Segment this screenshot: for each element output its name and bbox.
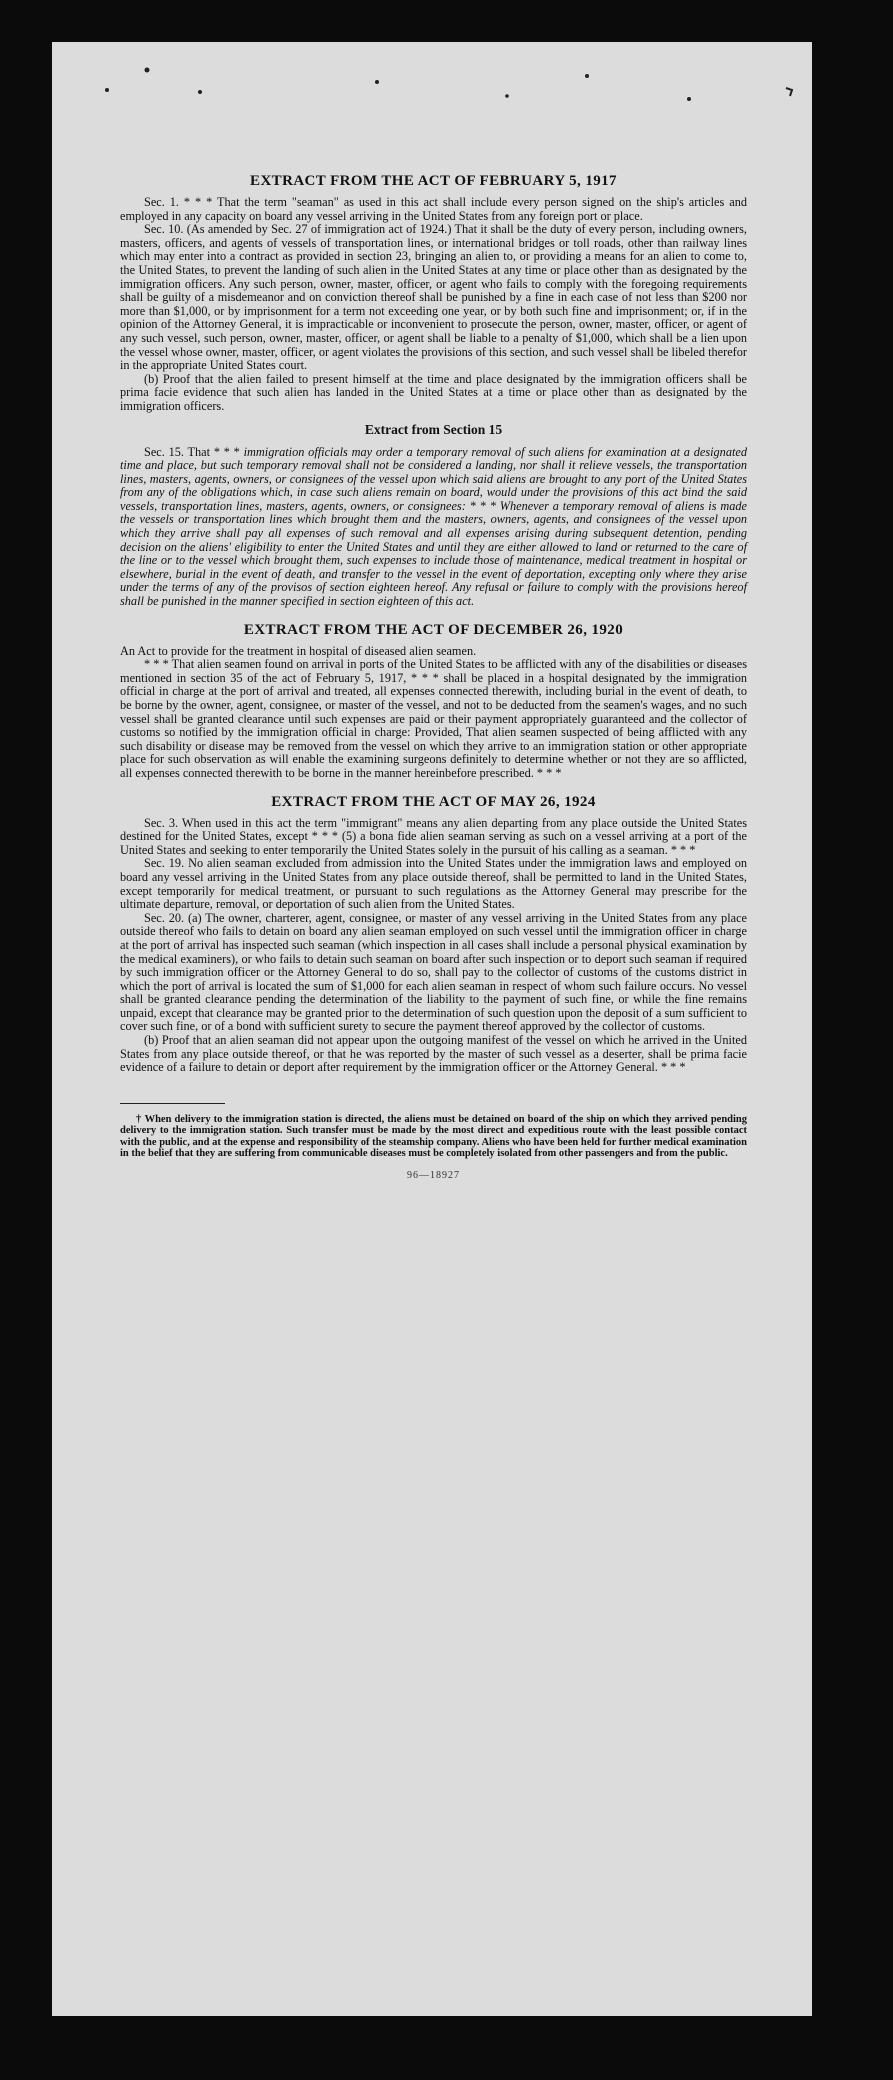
- paragraph-sec-10-b: (b) Proof that the alien failed to present himself at the time and place designated by the immigration officers shall be prima facie evidence that such alien has landed in the United States at a time or place other than as designated by the immigration officers.: [120, 371, 747, 413]
- print-code: 96—18927: [407, 1170, 460, 1182]
- document-page: [52, 42, 812, 2016]
- scan-specks: [52, 42, 812, 122]
- document-text: [120, 172, 747, 1183]
- paragraph-sec-20-b: (b) Proof that an alien seaman did not appear upon the outgoing manifest of the vessel on which he arrived in the United States from any place outside thereof, or that he was reported by the master of such vessel as a deserter, shall be prima facie evidence of a failure to detain or deport after requirement by the immigration officer or the Attorney General. * * *: [120, 1033, 747, 1075]
- heading-act-1924: EXTRACT FROM THE ACT OF MAY 26, 1924: [271, 793, 596, 810]
- paragraph-sec-3: Sec. 3. When used in this act the term "immigrant" means any alien departing from any place outside the United States destined for the United States, except * * * (5) a bona fide alien seaman serving as such on a vessel arriving at a port of the United States and seeking to enter temporarily the United States solely in the pursuit of his calling as a seaman. * * *: [120, 815, 747, 857]
- paragraph-sec-10: Sec. 10. (As amended by Sec. 27 of immigration act of 1924.) That it shall be the duty of every person, including owners, masters, officers, and agents of vessels of transportation lines, or international bridges or toll roads, other than railway lines which may enter into a contract as provided in section 23, bringing an alien to, or providing a means for an alien to come to, the United States, to prevent the landing of such alien in the United States at any time or place other than as designated by the immigration officers. Any such person, owner, master, officer, or agent who fails to comply with the foregoing requirements shall be guilty of a misdemeanor and on conviction thereof shall be punished by a fine in each case of not less than $200 nor more than $1,000, or by imprisonment for a term not exceeding one year, or by both such fine and imprisonment; or, if in the opinion of the Attorney General, it is impracticable or inconvenient to prosecute the person, owner, master, officer, or agent of any such vessel, such person, owner, master, officer, or agent shall be liable to a penalty of $1,000, which shall be a lien upon the vessel whose owner, master, officer, or agent violates the provisions of this section, and such vessel shall be libeled therefor in the appropriate United States court.: [120, 222, 747, 373]
- paragraph-1920-body: * * * That alien seamen found on arrival in ports of the United States to be afflicted with any of the disabilities or diseases mentioned in section 35 of the act of February 5, 1917, * * * shall be placed in a hospital designated by the immigration official in charge at the port of arrival and treated, all expenses connected therewith, including burial in the event of death, to be borne by the owner, agent, consignee, or master of the vessel, and not to be deducted from the seamen's wages, and no such vessel shall be granted clearance until such expenses are paid or their payment appropriately guaranteed and the collector of customs so notified by the immigration official in charge: Provided, That alien seamen suspected of being afflicted with any such disability or disease may be removed from the vessel on which they arrive to an immigration station or other appropriate place for such observation as will enable the examining surgeons definitely to determine whether or not they are so afflicted, all expenses connected therewith to be borne in the manner hereinbefore prescribed. * * *: [120, 657, 747, 780]
- heading-act-1917: EXTRACT FROM THE ACT OF FEBRUARY 5, 1917: [250, 173, 617, 189]
- paragraph-sec-15: Sec. 15. That * * * immigration officials may order a temporary removal of such aliens for examination at a designated time and place, but such temporary removal shall not be considered a landing, nor shall it relieve vessels, the transportation lines, masters, agents, owners, or consignees of the vessel upon which said aliens are brought to any port of the United States from any of the obligations which, in case such aliens remain on board, would under the provisions of this act bind the said vessels, transportation lines, masters, agents, owners, or consignees: * * * Whenever a temporary removal of aliens is made the vessels or transportation lines which brought them and the masters, owners, agents, and consignees of the vessel upon which they arrive shall pay all expenses of such removal and all expenses arising during subsequent detention, pending decision on the aliens' eligibility to enter the United States and until they are either allowed to land or returned to the care of the line or to the vessel which brought them, such expenses to include those of maintenance, medical treatment in hospital or elsewhere, burial in the event of death, and transfer to the vessel in the event of deportation, excepting only where they arise under the terms of any of the provisos of section eighteen hereof. Any refusal or failure to comply with the provisions hereof shall be punished in the manner specified in section eighteen of this act.: [120, 444, 747, 609]
- footnote: † When delivery to the immigration station is directed, the aliens must be detained on board of the ship on which they arrived pending delivery to the immigration station. Such transfer must be made by the most direct and expeditious route with the least possible contact with the public, and at the expense and responsibility of the steamship company. Aliens who have been held for further medical examination in the belief that they are suffering from communicable diseases must be completely isolated from other passengers and from the public.: [120, 1113, 747, 1160]
- footnote-divider: [120, 1103, 225, 1104]
- heading-act-1920: EXTRACT FROM THE ACT OF DECEMBER 26, 1920: [243, 621, 624, 638]
- paragraph-sec-19: Sec. 19. No alien seaman excluded from admission into the United States under the immigration laws and employed on board any vessel arriving in the United States from any place outside thereof, shall be permitted to land in the United States, except temporarily for medical treatment, or pursuant to such regulations as the Attorney General may prescribe for the ultimate departure, removal, or deportation of such alien from the United States.: [120, 856, 747, 912]
- paragraph-sec-20-a: Sec. 20. (a) The owner, charterer, agent, consignee, or master of any vessel arriving in the United States from any place outside thereof who fails to detain on board any alien seaman employed on such vessel until the immigration officer in charge at the port of arrival has inspected such seaman (which inspection in all cases shall include a personal physical examination by the medical examiners), or who fails to detain such seaman on board after such inspection or to deport such seaman if required by such immigration officer or the Attorney General to do so, shall pay to the collector of customs of the customs district in which the port of arrival is located the sum of $1,000 for each alien seaman in respect of whom such failure occurs. No vessel shall be granted clearance pending the determination of the liability to the payment of such fine, or while the fine remains unpaid, except that clearance may be granted prior to the determination of such question upon the deposit of a sum sufficient to cover such fine, or of a bond with sufficient surety to secure the payment thereof approved by the collector of customs.: [120, 910, 747, 1034]
- paragraph-sec-1: Sec. 1. * * * That the term "seaman" as used in this act shall include every person signed on the ship's articles and employed in any capacity on board any vessel arriving in the United States from any foreign port or place.: [120, 195, 747, 223]
- heading-section-15: Extract from Section 15: [364, 421, 503, 437]
- paragraph-act-title-1920: An Act to provide for the treatment in hospital of diseased alien seamen.: [120, 643, 477, 658]
